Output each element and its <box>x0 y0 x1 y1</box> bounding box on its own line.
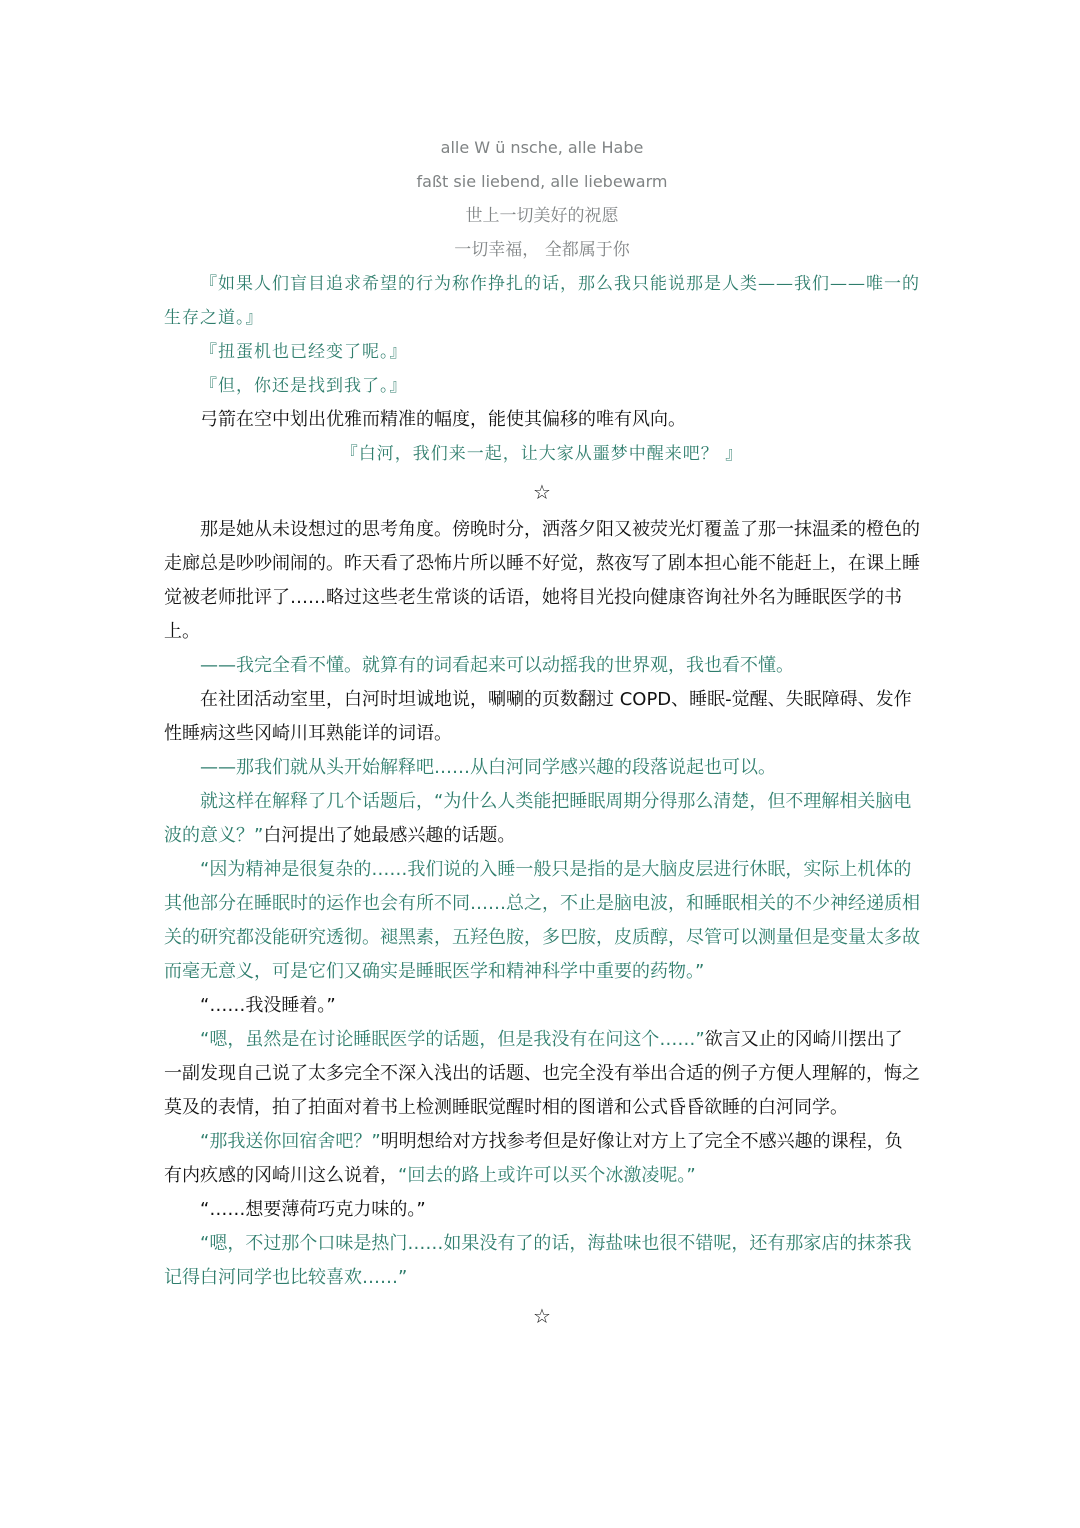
paragraph-8-speech: “嗯，虽然是在讨论睡眠医学的话题，但是我没有在问这个……” <box>200 1029 705 1050</box>
paragraph-9-speech-2: “回去的路上或许可以买个冰激凌呢。” <box>398 1165 696 1186</box>
section-separator-star: ☆ <box>533 480 551 504</box>
paragraph-3: 在社团活动室里，白河时坦诚地说，唰唰的页数翻过 COPD、睡眠-觉醒、失眠障碍、发作性睡病这些冈崎川耳熟能详的词语。 <box>164 689 912 744</box>
paragraph-6: “因为精神是很复杂的……我们说的入睡一般只是指的是大脑皮层进行休眠，实际上机体的其他部分在睡眠时的运作也会有所不同……总之，不止是脑电波，和睡眠相关的不少神经递质相关的研究都没能研究透彻。褪黑素，五羟色胺，多巴胺，皮质醇，尽管可以测量但是变量太多故而毫无意义，可是它们又确实是睡眠医学和精神科学中重要的药物。” <box>164 859 920 982</box>
paragraph-9 <box>164 1125 920 1193</box>
poem-german-line-1: alle W ü nsche, alle Habe <box>440 138 644 157</box>
poem-chinese-line-2: 一切幸福， 全都属于你 <box>454 240 630 260</box>
arrow-line: 弓箭在空中划出优雅而精准的幅度，能使其偏移的唯有风向。 <box>200 409 686 430</box>
document-body <box>164 131 920 1337</box>
section-separator-star-2: ☆ <box>533 1304 551 1328</box>
poem-chinese-line-1: 世上一切美好的祝愿 <box>465 206 619 226</box>
paragraph-10: “……想要薄荷巧克力味的。” <box>200 1199 426 1220</box>
quote-struggle: 『如果人们盲目追求希望的行为称作挣扎的话，那么我只能说那是人类——我们——唯一的生存之道。』 <box>164 274 920 328</box>
paragraph-2: ——我完全看不懂。就算有的词看起来可以动摇我的世界观，我也看不懂。 <box>200 655 794 676</box>
quote-gacha: 『扭蛋机也已经变了呢。』 <box>200 342 408 362</box>
paragraph-5-narration: 白河提出了她最感兴趣的话题。 <box>263 825 516 846</box>
paragraph-5-speech: 就这样在解释了几个话题后，“为什么人类能把睡眠周期分得那么清楚，但不理解相关脑电波的意义？” <box>164 791 912 846</box>
quote-wake-up: 『白河，我们来一起，让大家从噩梦中醒来吧？ 』 <box>340 444 744 464</box>
paragraph-8-narration: 欲言又止的冈崎川摆出了一副发现自己说了太多完全不深入浅出的话题、也完全没有举出合适的例子方便人理解的，悔之莫及的表情，拍了拍面对着书上检测睡眠觉醒时相的图谱和公式昏昏欲睡的白河同学。 <box>164 1029 920 1118</box>
paragraph-9-speech-1: “那我送你回宿舍吧？” <box>200 1131 381 1152</box>
paragraph-7: “……我没睡着。” <box>200 995 336 1016</box>
paragraph-8 <box>164 1023 920 1125</box>
paragraph-5 <box>164 785 920 853</box>
paragraph-4: ——那我们就从头开始解释吧……从白河同学感兴趣的段落说起也可以。 <box>200 757 776 778</box>
poem-block <box>164 131 920 267</box>
paragraph-9-narration: 明明想给对方找参考但是好像让对方上了完全不感兴趣的课程，负有内疚感的冈崎川这么说着， <box>164 1131 903 1186</box>
quote-found-me: 『但，你还是找到我了。』 <box>200 376 408 396</box>
poem-german-line-2: faßt sie liebend, alle liebewarm <box>416 172 668 191</box>
paragraph-11: “嗯，不过那个口味是热门……如果没有了的话，海盐味也很不错呢，还有那家店的抹茶我记得白河同学也比较喜欢……” <box>164 1233 912 1288</box>
paragraph-1: 那是她从未设想过的思考角度。傍晚时分，洒落夕阳又被荧光灯覆盖了那一抹温柔的橙色的走廊总是吵吵闹闹的。昨天看了恐怖片所以睡不好觉，熬夜写了剧本担心能不能赶上，在课上睡觉被老师批评了……略过这些老生常谈的话语，她将目光投向健康咨询社外名为睡眠医学的书上。 <box>164 519 920 642</box>
